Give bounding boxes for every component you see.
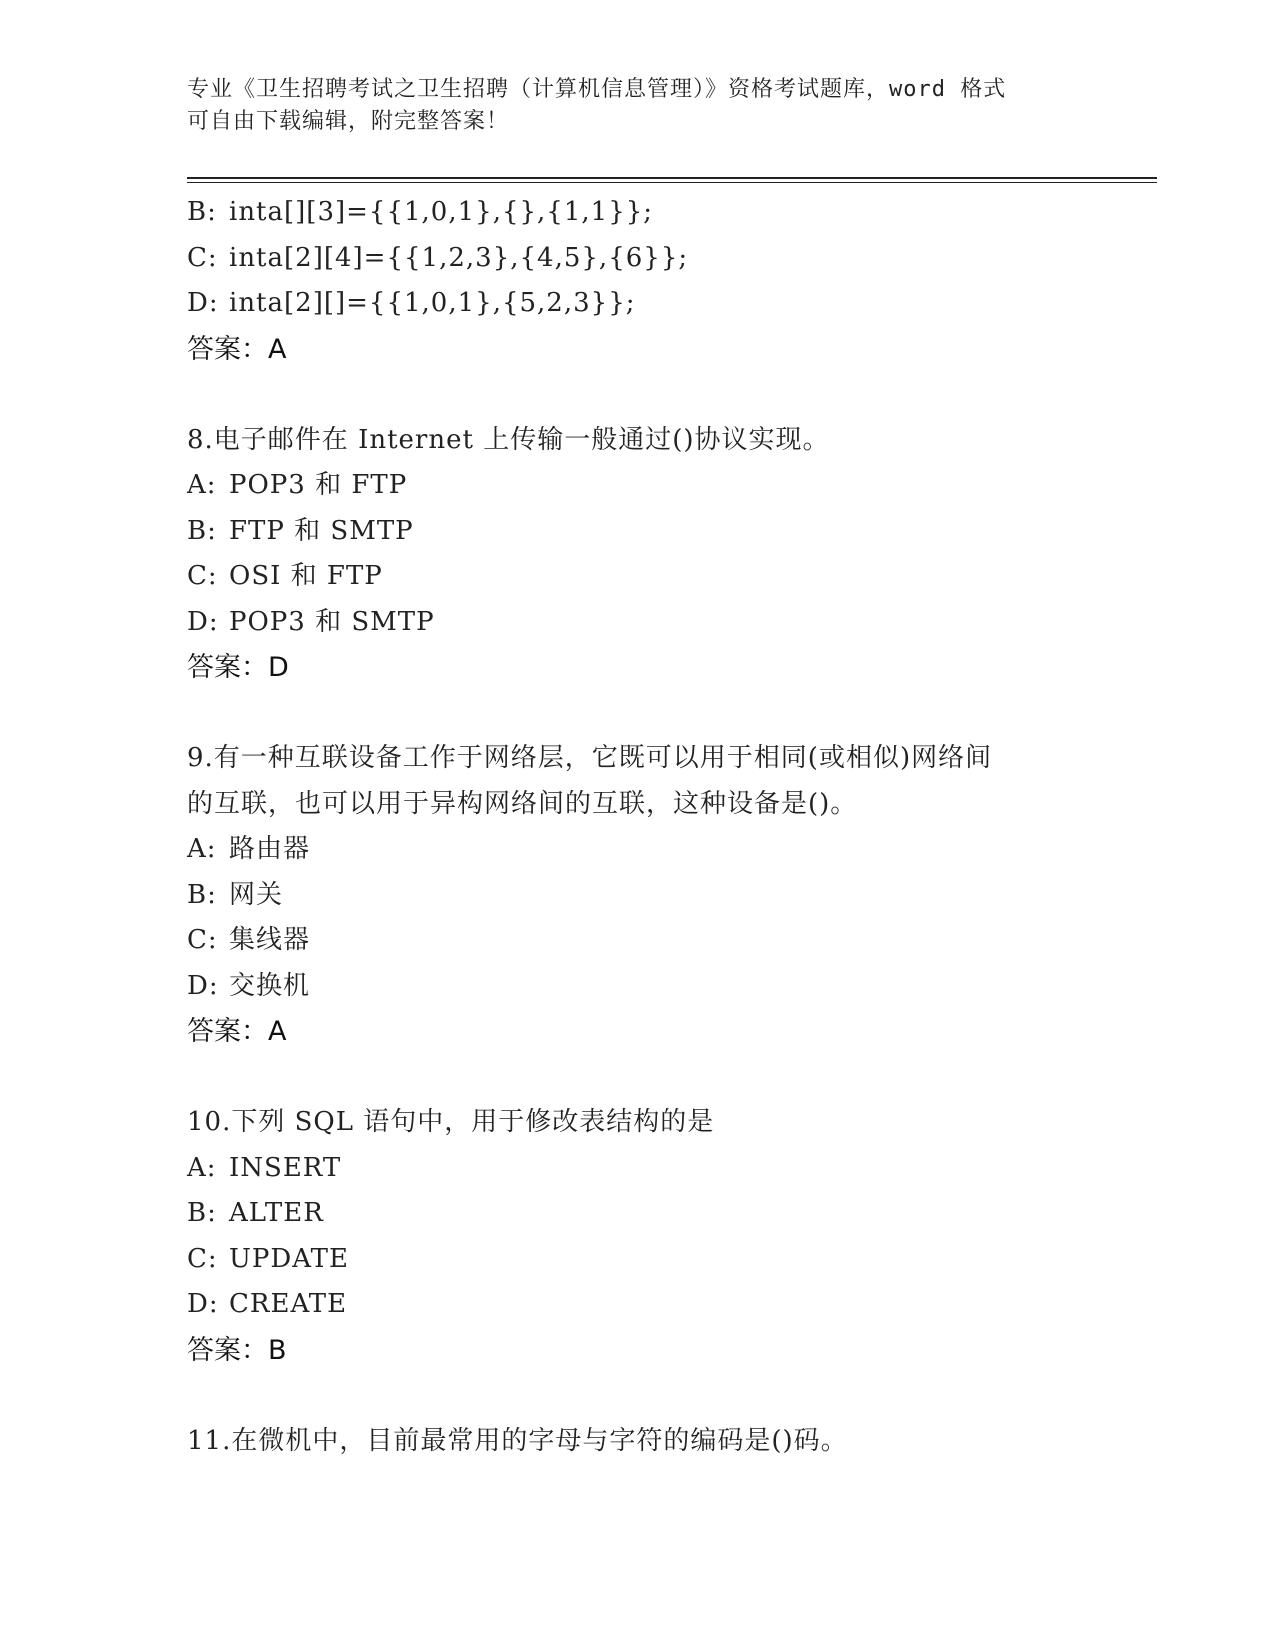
option-key: D:	[187, 606, 219, 637]
question-10	[187, 1100, 1087, 1373]
question-11	[187, 1419, 1087, 1465]
option-text: POP3 和 FTP	[229, 470, 408, 500]
option-a	[187, 827, 1087, 873]
option-key: A:	[187, 834, 217, 864]
option-text: POP3 和 SMTP	[229, 606, 435, 637]
option-b	[187, 873, 1087, 919]
header-divider-thick	[187, 177, 1157, 179]
option-text: inta[][3]={{1,0,1},{},{1,1}};	[229, 197, 654, 227]
answer-line: 答案：D	[187, 652, 289, 683]
document-header	[187, 74, 1087, 138]
option-text: INSERT	[229, 1152, 342, 1183]
answer-line: 答案：A	[187, 1016, 287, 1047]
question-stem: 9.有一种互联设备工作于网络层，它既可以用于相同(或相似)网络间	[187, 743, 993, 773]
option-d	[187, 600, 1087, 646]
option-c	[187, 236, 1087, 282]
option-text: CREATE	[229, 1289, 348, 1319]
option-b	[187, 190, 1087, 236]
option-text: 路由器	[229, 834, 311, 864]
option-key: B:	[187, 879, 217, 910]
option-key: A:	[187, 470, 217, 500]
question-8	[187, 418, 1087, 691]
option-key: D:	[187, 288, 219, 318]
question-9	[187, 736, 1087, 1055]
option-key: D:	[187, 1289, 219, 1319]
option-c	[187, 554, 1087, 600]
option-key: A:	[187, 1152, 217, 1183]
spacer	[187, 372, 1087, 418]
option-a	[187, 463, 1087, 509]
option-key: C:	[187, 925, 218, 955]
option-text: UPDATE	[229, 1243, 349, 1274]
option-text: OSI 和 FTP	[229, 561, 383, 591]
option-text: 集线器	[229, 925, 311, 955]
option-key: C:	[187, 561, 218, 591]
option-key: D:	[187, 970, 219, 1001]
option-key: B:	[187, 1198, 217, 1228]
option-key: C:	[187, 242, 218, 273]
header-title-line-1: 专业《卫生招聘考试之卫生招聘（计算机信息管理）》资格考试题库，word 格式	[187, 77, 1007, 102]
question-7-continued	[187, 190, 1087, 372]
spacer	[187, 1373, 1087, 1419]
question-list	[187, 190, 1087, 1464]
header-divider-thin	[187, 182, 1157, 183]
option-a	[187, 1146, 1087, 1192]
option-text: inta[2][]={{1,0,1},{5,2,3}};	[229, 288, 636, 318]
option-key: C:	[187, 1243, 218, 1274]
question-stem: 11.在微机中，目前最常用的字母与字符的编码是()码。	[187, 1425, 848, 1456]
option-key: B:	[187, 197, 217, 227]
option-text: inta[2][4]={{1,2,3},{4,5},{6}};	[229, 242, 689, 273]
question-stem: 10.下列 SQL 语句中，用于修改表结构的是	[187, 1107, 715, 1137]
answer-line: 答案：A	[187, 333, 287, 365]
option-c	[187, 918, 1087, 964]
option-text: ALTER	[229, 1198, 324, 1228]
header-title-line-2: 可自由下载编辑，附完整答案！	[187, 109, 510, 134]
option-d	[187, 281, 1087, 327]
option-b	[187, 1191, 1087, 1237]
question-stem: 8.电子邮件在 Internet 上传输一般通过()协议实现。	[187, 424, 830, 455]
option-text: 交换机	[229, 970, 311, 1001]
option-text: 网关	[229, 879, 284, 910]
option-key: B:	[187, 515, 217, 546]
answer-line: 答案：B	[187, 1334, 287, 1366]
spacer	[187, 1055, 1087, 1101]
option-d	[187, 964, 1087, 1010]
question-stem-continued: 的互联，也可以用于异构网络间的互联，这种设备是()。	[187, 788, 858, 819]
spacer	[187, 691, 1087, 737]
option-d	[187, 1282, 1087, 1328]
option-b	[187, 509, 1087, 555]
option-c	[187, 1237, 1087, 1283]
option-text: FTP 和 SMTP	[229, 515, 414, 546]
